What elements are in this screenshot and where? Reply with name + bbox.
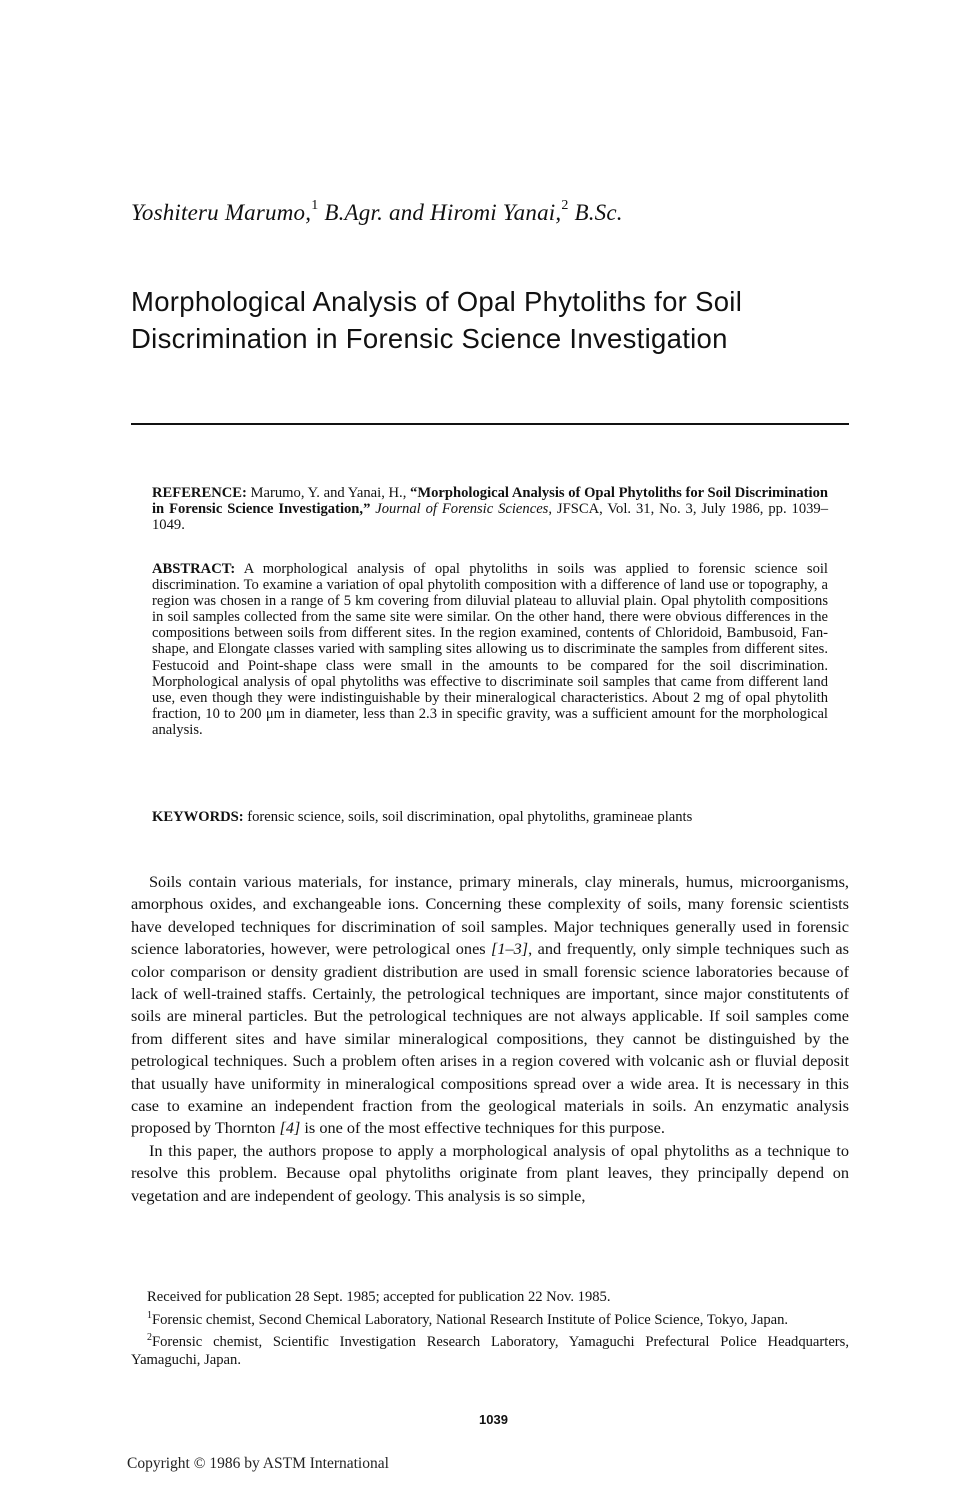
reference-journal: Journal of Forensic Sciences bbox=[370, 501, 549, 518]
body-text bbox=[131, 871, 849, 1207]
authors-line bbox=[131, 200, 623, 226]
keywords-text: forensic science, soils, soil discrimination, opal phytoliths, gramineae plants bbox=[243, 809, 693, 825]
body-paragraph-1-part-b: , and frequently, only simple techniques such as color comparison or density gradient distribution are used in small forensic science laboratories because of lack of well-trained staffs. Certainly, the petrological techniques are important, since major constitutents of soils are mineral particles. But the petrological techniques are not always applicable. If soil samples come from different sites and have similar mineralogical compositions, they cannot be distinguished by the petrological techniques. Such a problem often arises in a region covered with volcanic ash or fluvial deposit that usually have uniformity in mineralogical compositions spread over a wide area. It is necessary in this case to examine an independent fraction from the geological materials in soils. An enzymatic analysis proposed by Thornton bbox=[131, 939, 849, 1138]
body-paragraph-1-part-a: Soils contain various materials, for instance, primary minerals, clay minerals, humus, microorganisms, amorphous oxides, and exchangeable ions. Concerning these complexity of soils, many forensic scientists have developed techniques for discrimination of soil samples. Major techniques generally used in forensic science laboratories, however, were petrological ones bbox=[131, 872, 849, 959]
reference-article-title: “Morphological Analysis of Opal Phytoliths for Soil Discrimination in Forensic Science Investigation,” bbox=[152, 485, 828, 518]
citation-1-3: [1–3] bbox=[491, 939, 529, 959]
author-1-name: Yoshiteru Marumo, bbox=[131, 200, 312, 225]
title-line-2: Discrimination in Forensic Science Investigation bbox=[131, 323, 728, 354]
body-paragraph-1-part-c: is one of the most effective techniques for this purpose. bbox=[300, 1118, 665, 1138]
footnote-2-marker: 2 bbox=[147, 1332, 152, 1344]
keywords-block bbox=[152, 809, 828, 825]
title-line-1: Morphological Analysis of Opal Phytoliths for Soil bbox=[131, 286, 743, 317]
citation-4: [4] bbox=[279, 1118, 301, 1138]
author-1-footnote-marker: 1 bbox=[311, 198, 319, 214]
footnote-1 bbox=[131, 1307, 849, 1329]
body-paragraph-1 bbox=[131, 871, 849, 1140]
body-paragraph-2: In this paper, the authors propose to apply a morphological analysis of opal phytoliths as a technique to resolve this problem. Because opal phytoliths originate from plant leaves, they principally depend on vegetation and are independent of geology. This analysis is so simple, bbox=[131, 1140, 849, 1205]
abstract-label: ABSTRACT: bbox=[152, 561, 236, 577]
reference-authors: Marumo, Y. and Yanai, H., bbox=[246, 485, 411, 501]
author-1-degree-and-author-2: B.Agr. and Hiromi Yanai, bbox=[318, 200, 562, 225]
abstract-block bbox=[152, 561, 828, 738]
page-number: 1039 bbox=[479, 1412, 508, 1427]
reference-details: , JFSCA, Vol. 31, No. 3, July 1986, pp. 1039–1049. bbox=[152, 501, 829, 534]
author-2-degree: B.Sc. bbox=[568, 200, 623, 225]
reference-block bbox=[152, 485, 828, 533]
author-2-footnote-marker: 2 bbox=[561, 198, 569, 214]
footnote-2 bbox=[131, 1329, 849, 1369]
paper-title bbox=[131, 283, 871, 357]
copyright-notice: Copyright © 1986 by ASTM International bbox=[127, 1455, 389, 1472]
footnote-1-marker: 1 bbox=[147, 1309, 152, 1321]
footnote-1-text: Forensic chemist, Second Chemical Laboratory, National Research Institute of Police Science, Tokyo, Japan. bbox=[152, 1311, 789, 1328]
footnotes bbox=[131, 1289, 849, 1369]
reference-label: REFERENCE: bbox=[152, 485, 247, 501]
keywords-label: KEYWORDS: bbox=[152, 809, 244, 825]
abstract-text: A morphological analysis of opal phytoliths in soils was applied to forensic science soil discrimination. To examine a variation of opal phytolith composition with a difference of land use or topography, a region was chosen in a range of 5 km covering from diluvial plateau to alluvial plain. Opal phytolith compositions in soil samples collected from the same site were similar. On the other hand, there were obvious differences in the compositions between soils from different sites. In the region examined, contents of Chloridoid, Bambusoid, Fan-shape, and Elongate classes varied with sampling sites allowing us to discriminate the samples from different sites. Festucoid and Point-shape class were small in the amounts to be compared for the soil discrimination. Morphological analysis of opal phytoliths was effective to discriminate soil samples that came from different land use, even though they were indistinguishable by their mineralogical characteristics. About 2 mg of opal phytolith fraction, 10 to 200 μm in diameter, less than 2.3 in specific gravity, was a sufficient amount for the morphological analysis. bbox=[152, 561, 828, 738]
footnote-2-text: Forensic chemist, Scientific Investigation Research Laboratory, Yamaguchi Prefectural Police Headquarters, Yamaguchi, Japan. bbox=[131, 1333, 849, 1368]
footnote-received: Received for publication 28 Sept. 1985; accepted for publication 22 Nov. 1985. bbox=[147, 1289, 611, 1305]
title-divider bbox=[131, 423, 849, 425]
